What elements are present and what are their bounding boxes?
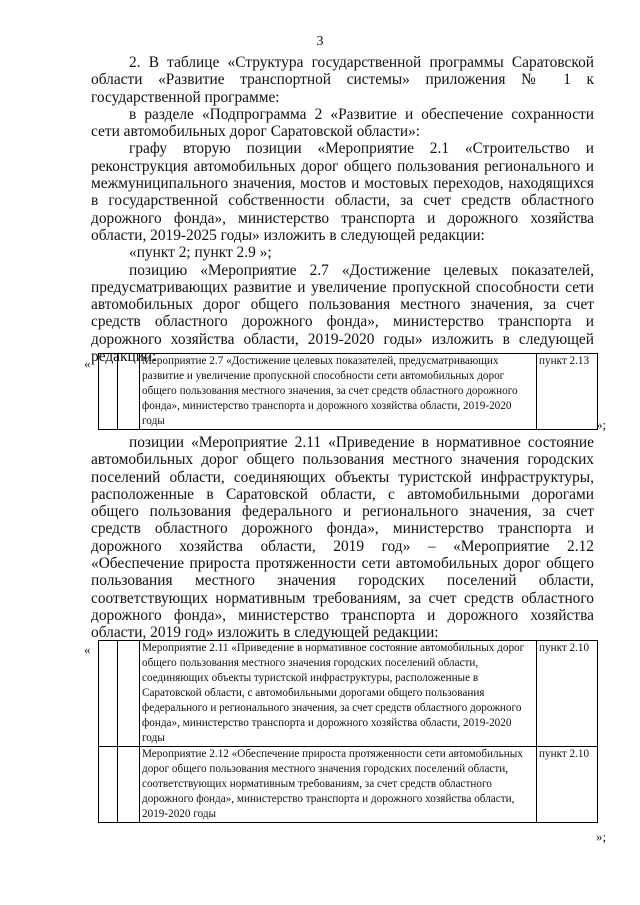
empty-cell: [99, 641, 118, 747]
intro-paragraphs: [91, 54, 594, 365]
paragraph: «пункт 2; пункт 2.9 »;: [129, 244, 272, 262]
table-row: [99, 354, 598, 430]
page-number: 3: [316, 34, 324, 49]
empty-cell: [118, 641, 140, 747]
reference-cell: пункт 2.10: [537, 747, 598, 823]
empty-cell: [99, 354, 118, 430]
empty-cell: [118, 747, 140, 823]
empty-cell: [118, 354, 140, 430]
measure-text-cell: Мероприятие 2.7 «Достижение целевых показателей, предусматривающих развитие и увеличение пропускной способности сети автомобильных дорог общего пользования местного значения, за счет средств областного дорожного фонда», министерство транспорта и дорожного хозяйства области, 2019-2020 годы: [140, 354, 537, 430]
empty-cell: [99, 747, 118, 823]
paragraph: позицию «Мероприятие 2.7 «Достижение целевых показателей, предусматривающих развитие и увеличение пропускной способности сети автомобильных дорог общего пользования местного значения, за счет средств областного дорожного фонда», министерство транспорта и дорожного хозяйства области, 2019-2020 годы» изложить в следующей редакции:: [91, 261, 594, 366]
measure-text-cell: Мероприятие 2.11 «Приведение в нормативное состояние автомобильных дорог общего пользования местного значения городских поселений области, соединяющих объекты туристской инфраструктуры, расположенные в Саратовской области, с автомобильными дорогами общего пользования федерального и регионального значения, за счет средств областного дорожного фонда», министерство транспорта и дорожного хозяйства области, 2019-2020 годы: [140, 641, 537, 747]
reference-cell: пункт 2.13: [537, 354, 598, 430]
table-measure-2-7: [98, 353, 598, 430]
table2-open-quote: «: [84, 642, 91, 657]
table1-open-quote: «: [84, 356, 91, 371]
measure-text-cell: Мероприятие 2.12 «Обеспечение прироста протяженности сети автомобильных дорог общего пользования местного значения городских поселений области, соответствующих нормативным требованиям, за счет средств областного дорожного фонда», министерство транспорта и дорожного хозяйства области, 2019-2020 годы: [140, 747, 537, 823]
paragraph: 2. В таблице «Структура государственной программы Саратовской области «Развитие транспортной системы» приложения № 1 к государственной программе:: [91, 54, 594, 106]
table2-close-quote: »;: [596, 829, 607, 844]
middle-paragraph: [91, 434, 594, 642]
table-row: [99, 641, 598, 747]
table-row: [99, 747, 598, 823]
paragraph: позиции «Мероприятие 2.11 «Приведение в нормативное состояние автомобильных дорог общего пользования местного значения городских поселений области, соединяющих объекты туристской инфраструктуры, расположенные в Саратовской области, с автомобильными дорогами общего пользования федерального и регионального значения, за счет средств областного дорожного фонда», министерство транспорта и дорожного хозяйства области, 2019 год» – «Мероприятие 2.12 «Обеспечение прироста протяженности сети автомобильных дорог общего пользования местного значения городских поселений области, соответствующих нормативным требованиям, за счет средств областного дорожного фонда», министерство транспорта и дорожного хозяйства области, 2019 год» изложить в следующей редакции:: [91, 434, 594, 642]
paragraph: графу вторую позиции «Мероприятие 2.1 «Строительство и реконструкция автомобильных дорог общего пользования регионального и межмуниципального значения, мостов и мостовых переходов, находящихся в государственной собственности области, за счет средств областного дорожного фонда», министерство транспорта и дорожного хозяйства области, 2019-2025 годы» изложить в следующей редакции:: [91, 140, 594, 244]
table-measures-2-11-2-12: [98, 640, 598, 823]
reference-cell: пункт 2.10: [537, 641, 598, 747]
paragraph: в разделе «Подпрограмма 2 «Развитие и обеспечение сохранности сети автомобильных дорог Саратовской области»:: [91, 105, 594, 141]
table1-close-quote: »;: [596, 417, 607, 432]
